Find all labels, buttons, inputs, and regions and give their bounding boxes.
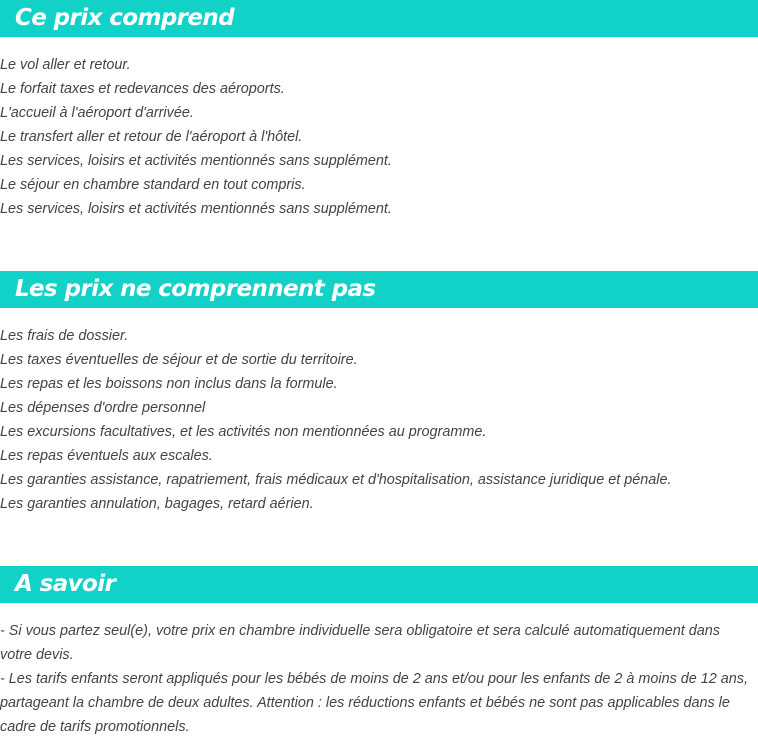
list-item: L'accueil à l'aéroport d'arrivée. <box>0 105 194 121</box>
info-paragraph-single-room: - Si vous partez seul(e), votre prix en chambre individuelle sera obligatoire et sera calculé automatiquement dans votre devis. <box>0 623 720 663</box>
price-excludes-list <box>0 324 758 516</box>
list-item: Le forfait taxes et redevances des aéroports. <box>0 81 285 97</box>
price-includes-list <box>0 53 758 221</box>
list-item: Le vol aller et retour. <box>0 57 131 73</box>
list-item: Les taxes éventuelles de séjour et de sortie du territoire. <box>0 352 358 368</box>
list-item: Les excursions facultatives, et les activités non mentionnées au programme. <box>0 424 487 440</box>
list-item: Les repas éventuels aux escales. <box>0 448 213 464</box>
info-paragraph-child-rates: - Les tarifs enfants seront appliqués pour les bébés de moins de 2 ans et/ou pour les enfants de 2 à moins de 12 ans, partageant la chambre de deux adultes. Attention : les réductions enfants et bébés ne sont pas applicables dans le cadre de tarifs promotionnels. <box>0 671 748 735</box>
list-item: Les services, loisirs et activités mentionnés sans supplément. <box>0 201 392 217</box>
list-item: Les dépenses d'ordre personnel <box>0 400 206 416</box>
section-header-good-to-know: A savoir <box>0 566 758 603</box>
list-item: Les garanties assistance, rapatriement, frais médicaux et d'hospitalisation, assistance juridique et pénale. <box>0 472 672 488</box>
list-item: Le transfert aller et retour de l'aéroport à l'hôtel. <box>0 129 303 145</box>
list-item: Les garanties annulation, bagages, retard aérien. <box>0 496 314 512</box>
list-item: Le séjour en chambre standard en tout compris. <box>0 177 306 193</box>
list-item: Les repas et les boissons non inclus dans la formule. <box>0 376 338 392</box>
list-item: Les frais de dossier. <box>0 328 129 344</box>
section-header-price-includes: Ce prix comprend <box>0 0 758 37</box>
list-item: Les services, loisirs et activités mentionnés sans supplément. <box>0 153 392 169</box>
section-header-price-excludes: Les prix ne comprennent pas <box>0 271 758 308</box>
